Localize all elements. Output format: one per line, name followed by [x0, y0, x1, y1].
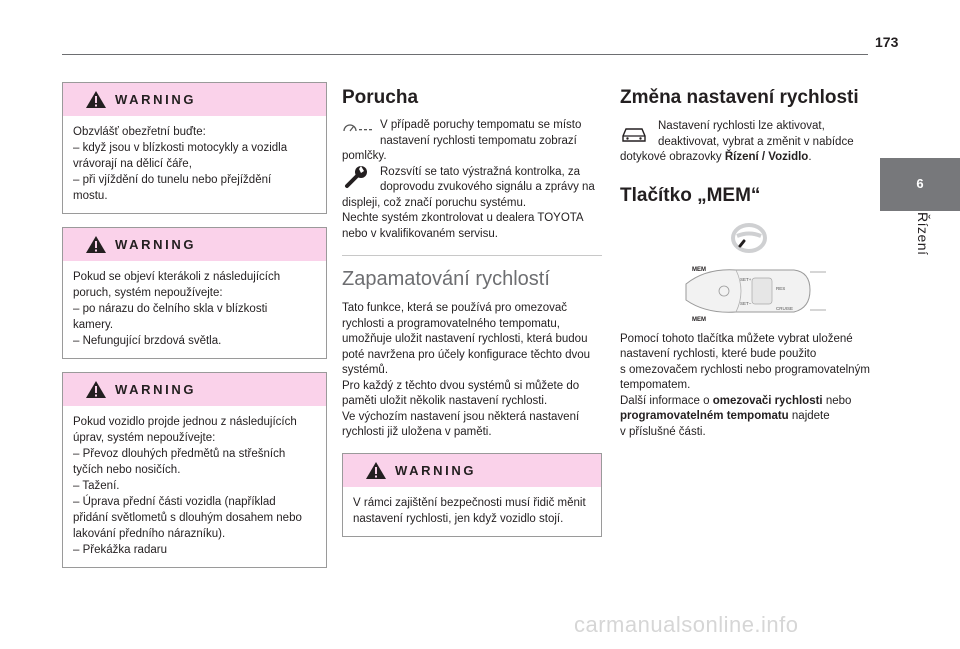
- warning-label: WARNING: [115, 382, 197, 397]
- text-line: v příslušné části.: [620, 425, 706, 438]
- chapter-title: Řízení: [915, 212, 931, 256]
- cruise-label: CRUISE: [776, 305, 794, 311]
- set-plus-label: SET+: [740, 276, 752, 282]
- text-line: umožňuje uložit nastavení rychlosti, která budou: [342, 333, 588, 345]
- warning-line: V rámci zajištění bezpečnosti musí řidič měnit: [353, 496, 586, 509]
- text-line: displeji, což značí poruchu systému.: [342, 196, 527, 209]
- icon-row: [342, 165, 602, 196]
- warning-box: [342, 453, 602, 537]
- warning-line: poruch, systém nepoužívejte:: [73, 287, 223, 299]
- porucha-text: [342, 118, 602, 242]
- text-line: poté navržena pro účely konfigurace těchto dvou: [342, 348, 591, 361]
- text-line: nebo v kvalifikovaném servisu.: [342, 227, 498, 240]
- warning-line: Pokud vozidlo projde jednou z následujících: [73, 416, 297, 428]
- warning-line: lakování předního nárazníku).: [73, 528, 226, 540]
- text-line: Nastavení rychlosti lze aktivovat,: [658, 120, 825, 132]
- top-rule: [62, 54, 868, 55]
- text-line: [620, 150, 880, 166]
- warning-line: – Nefungující brzdová světla.: [73, 335, 222, 347]
- warning-label: WARNING: [395, 462, 477, 478]
- text-line: systémů.: [342, 364, 389, 376]
- text-line: [620, 409, 880, 425]
- warning-line: úprav, systém nepoužívejte:: [73, 432, 216, 444]
- section-divider: [342, 255, 602, 256]
- warning-line: – Tažení.: [73, 480, 120, 492]
- warning-line: – Převoz dlouhých předmětů na střešních: [73, 448, 286, 460]
- text-line: tempomatem.: [620, 379, 691, 391]
- warning-line: přidání světlometů s dlouhým dosahem nebo: [73, 512, 302, 524]
- warning-line: kamery.: [73, 319, 114, 331]
- warning-triangle-icon: [85, 235, 107, 254]
- text-line: deaktivovat, vybrat a změnit v nabídce: [658, 135, 854, 148]
- warning-label: WARNING: [115, 237, 197, 252]
- text-line: rychlosti a programovatelného tempomatu,: [342, 317, 560, 330]
- wrench-warning-icon: [342, 165, 372, 189]
- middle-column: [342, 86, 602, 550]
- text-line: doprovodu zvukového signálu a zprávy na: [380, 181, 595, 193]
- cruise-control-dashes-icon: [342, 120, 376, 134]
- text-line: Nechte systém zkontrolovat u dealera TOYOTA: [342, 212, 584, 224]
- zapamatovani-heading: Zapamatování rychlostí: [342, 268, 550, 290]
- menu-path: Řízení / Vozidlo: [724, 151, 809, 163]
- warning-header: [63, 228, 326, 261]
- warning-header: [63, 373, 326, 406]
- set-minus-label: SET−: [740, 300, 752, 306]
- text-segment: Další informace o: [620, 394, 713, 407]
- text-segment: nebo: [822, 394, 852, 407]
- warning-body: [63, 406, 326, 567]
- warning-triangle-icon: [85, 90, 107, 109]
- icon-row: [620, 119, 880, 150]
- text-line: [620, 394, 880, 410]
- text-line: Pomocí tohoto tlačítka můžete vybrat uložené: [620, 332, 853, 345]
- mem-text: [620, 332, 880, 441]
- cruise-lever-diagram: [676, 260, 836, 322]
- warning-triangle-icon: [365, 461, 387, 480]
- warning-header: [343, 454, 601, 487]
- warning-line: nastavení rychlosti, jen když vozidlo stojí.: [353, 512, 564, 525]
- text-segment: dotykové obrazovky: [620, 151, 725, 163]
- porucha-heading: Porucha: [342, 87, 419, 108]
- warning-body: [63, 116, 326, 213]
- zmena-text: [620, 119, 880, 166]
- warning-label: WARNING: [115, 92, 197, 107]
- chapter-number: 6: [916, 176, 924, 191]
- warning-line: vrávorají na dělicí čáře,: [73, 158, 192, 170]
- car-icon: [620, 124, 648, 144]
- warning-line: – po nárazu do čelního skla v blízkosti: [73, 303, 268, 315]
- chapter-tab: [880, 158, 960, 211]
- text-segment: najdete: [788, 410, 830, 422]
- text-segment: .: [808, 151, 812, 163]
- footer-watermark: carmanualsonline.info: [574, 612, 799, 637]
- text-line: Rozsvítí se tato výstražná kontrolka, za: [380, 165, 581, 178]
- warning-line: – při vjíždění do tunelu nebo přejíždění: [73, 174, 272, 186]
- text-line: Tato funkce, která se používá pro omezovač: [342, 302, 568, 314]
- steering-wheel-icon: [729, 222, 769, 254]
- mem-label-top: MEM: [692, 266, 706, 273]
- text-line: s omezovačem rychlosti nebo programovatelným: [620, 363, 870, 376]
- warning-body: [343, 487, 601, 536]
- warning-line: Obzvlášť obezřetní buďte:: [73, 126, 206, 138]
- warning-line: – Úprava přední části vozidla (například: [73, 496, 276, 508]
- bold-term: programovatelném tempomatu: [620, 410, 789, 422]
- text-line: paměti uložit několik nastavení rychlosti.: [342, 395, 548, 407]
- left-column: [62, 82, 327, 581]
- text-line: Ve výchozím nastavení jsou některá nastavení: [342, 410, 580, 423]
- right-column: [620, 86, 880, 440]
- text-line: pomlčky.: [342, 150, 387, 162]
- warning-line: – Překážka radaru: [73, 544, 167, 556]
- warning-line: tyčích nebo nosičích.: [73, 464, 181, 476]
- warning-box: [62, 82, 327, 214]
- res-label: RES: [776, 285, 786, 291]
- mem-heading: Tlačítko „MEM“: [620, 184, 761, 206]
- text-line: rychlosti již uložena v paměti.: [342, 426, 492, 438]
- text-line: nastavení rychlosti, které bude použito: [620, 348, 817, 360]
- warning-line: – když jsou v blízkosti motocykly a vozidla: [73, 142, 288, 154]
- warning-body: [63, 261, 326, 358]
- bold-term: omezovači rychlosti: [712, 394, 823, 407]
- warning-triangle-icon: [85, 380, 107, 399]
- text-line: nastavení rychlosti tempomatu zobrazí: [380, 134, 577, 147]
- warning-header: [63, 83, 326, 116]
- icon-row: [342, 118, 602, 149]
- warning-box: [62, 227, 327, 359]
- mem-label-bottom: MEM: [692, 316, 706, 322]
- text-line: Pro každý z těchto dvou systémů si můžete do: [342, 379, 580, 392]
- warning-line: Pokud se objeví kterákoli z následujících: [73, 271, 281, 283]
- warning-box: [62, 372, 327, 568]
- page-number: 173: [875, 34, 899, 50]
- zmena-heading: Změna nastavení rychlosti: [620, 87, 859, 108]
- text-line: V případě poruchy tempomatu se místo: [380, 119, 582, 131]
- warning-line: mostu.: [73, 190, 108, 202]
- zapamatovani-text: [342, 301, 602, 441]
